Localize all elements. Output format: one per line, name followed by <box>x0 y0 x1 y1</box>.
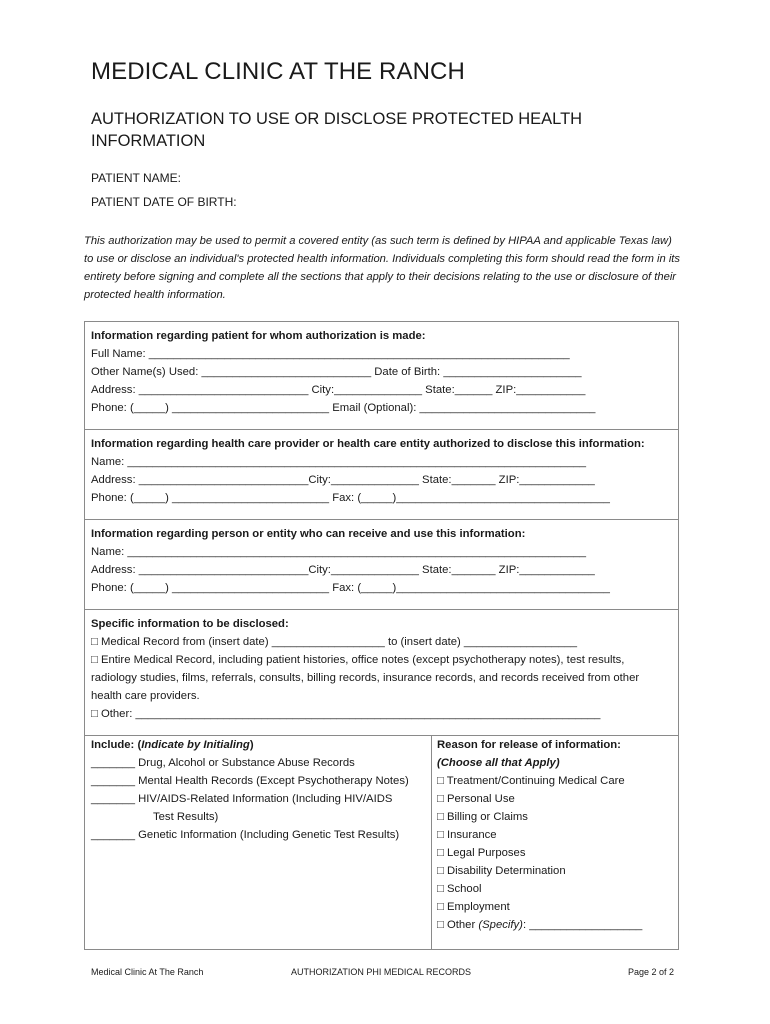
mental-health-initial-field[interactable]: _______ Mental Health Records (Except Psychotherapy Notes) <box>91 775 409 787</box>
reason-personal-use-checkbox[interactable]: □ Personal Use <box>437 793 515 805</box>
medical-record-date-range-checkbox[interactable]: □ Medical Record from (insert date) __________________ to (insert date) __________________ <box>91 636 578 648</box>
other-names-field[interactable]: Other Name(s) Used: ___________________________ Date of Birth: ______________________ <box>91 366 582 378</box>
reason-treatment-checkbox[interactable]: □ Treatment/Continuing Medical Care <box>437 775 625 787</box>
patient-dob-label: PATIENT DATE OF BIRTH: <box>91 195 237 209</box>
reason-insurance-checkbox[interactable]: □ Insurance <box>437 829 497 841</box>
reason-other-checkbox[interactable]: □ Other (Specify): __________________ <box>437 919 643 931</box>
entire-medical-record-checkbox[interactable]: □ Entire Medical Record, including patient histories, office notes (except psychotherapy notes), test results, radiology studies, films, referrals, consults, billing records, insurance records, and records received from other health care providers. <box>91 654 640 702</box>
specific-info-section <box>84 609 679 735</box>
footer-clinic-name: Medical Clinic At The Ranch <box>91 967 204 977</box>
address-field[interactable]: Address: ___________________________ City:______________ State:______ ZIP:___________ <box>91 384 586 396</box>
hiv-aids-continuation: Test Results) <box>153 811 219 823</box>
reason-employment-checkbox[interactable]: □ Employment <box>437 901 510 913</box>
provider-phone-fax-field[interactable]: Phone: (_____) _________________________ Fax: (_____)__________________________________ <box>91 492 610 504</box>
reason-disability-checkbox[interactable]: □ Disability Determination <box>437 865 566 877</box>
reason-billing-checkbox[interactable]: □ Billing or Claims <box>437 811 528 823</box>
footer-form-name: AUTHORIZATION PHI MEDICAL RECORDS <box>291 967 472 977</box>
genetic-info-initial-field[interactable]: _______ Genetic Information (Including Genetic Test Results) <box>91 829 400 841</box>
include-heading: Include: (Indicate by Initialing) <box>91 739 254 751</box>
recipient-info-section <box>84 519 679 609</box>
section-heading: Specific information to be disclosed: <box>91 618 289 630</box>
footer-page-number: Page 2 of 2 <box>628 967 675 977</box>
other-info-checkbox[interactable]: □ Other: __________________________________________________________________________ <box>91 708 601 720</box>
drug-alcohol-initial-field[interactable]: _______ Drug, Alcohol or Substance Abuse Records <box>91 757 355 769</box>
provider-info-section <box>84 429 679 519</box>
phone-email-field[interactable]: Phone: (_____) _________________________ Email (Optional): ____________________________ <box>91 402 596 414</box>
hiv-aids-initial-field[interactable]: _______ HIV/AIDS-Related Information (Including HIV/AIDS <box>91 793 393 805</box>
form-title: AUTHORIZATION TO USE OR DISCLOSE PROTECTED HEALTH INFORMATION <box>91 110 583 150</box>
reason-heading: Reason for release of information: <box>437 739 621 751</box>
reason-school-checkbox[interactable]: □ School <box>437 883 482 895</box>
patient-name-label: PATIENT NAME: <box>91 171 182 185</box>
reason-column <box>437 736 677 934</box>
section-heading: Information regarding patient for whom authorization is made: <box>91 330 426 342</box>
patient-info-section <box>84 321 679 429</box>
recipient-address-field[interactable]: Address: ___________________________City:______________ State:_______ ZIP:____________ <box>91 564 595 576</box>
provider-name-field[interactable]: Name: _________________________________________________________________________ <box>91 456 587 468</box>
provider-address-field[interactable]: Address: ___________________________City:______________ State:_______ ZIP:____________ <box>91 474 595 486</box>
column-divider <box>431 736 432 949</box>
section-heading: Information regarding person or entity who can receive and use this information: <box>91 528 526 540</box>
recipient-name-field[interactable]: Name: _________________________________________________________________________ <box>91 546 587 558</box>
clinic-title: MEDICAL CLINIC AT THE RANCH <box>91 58 465 85</box>
include-reason-section <box>84 735 679 950</box>
include-column <box>91 736 429 844</box>
recipient-phone-fax-field[interactable]: Phone: (_____) _________________________ Fax: (_____)__________________________________ <box>91 582 610 594</box>
section-heading: Information regarding health care provider or health care entity authorized to disclose this information: <box>91 438 645 450</box>
reason-subheading: (Choose all that Apply) <box>437 757 560 769</box>
intro-paragraph: This authorization may be used to permit a covered entity (as such term is defined by HIPAA and applicable Texas law) to use or disclose an individual's protected health information. Individuals completing this form should read the form in its entirety before signing and complete all the sections that apply to their decisions relating to the use or disclosure of their protected health information. <box>84 235 681 301</box>
full-name-field[interactable]: Full Name: ___________________________________________________________________ <box>91 348 570 360</box>
reason-legal-checkbox[interactable]: □ Legal Purposes <box>437 847 526 859</box>
